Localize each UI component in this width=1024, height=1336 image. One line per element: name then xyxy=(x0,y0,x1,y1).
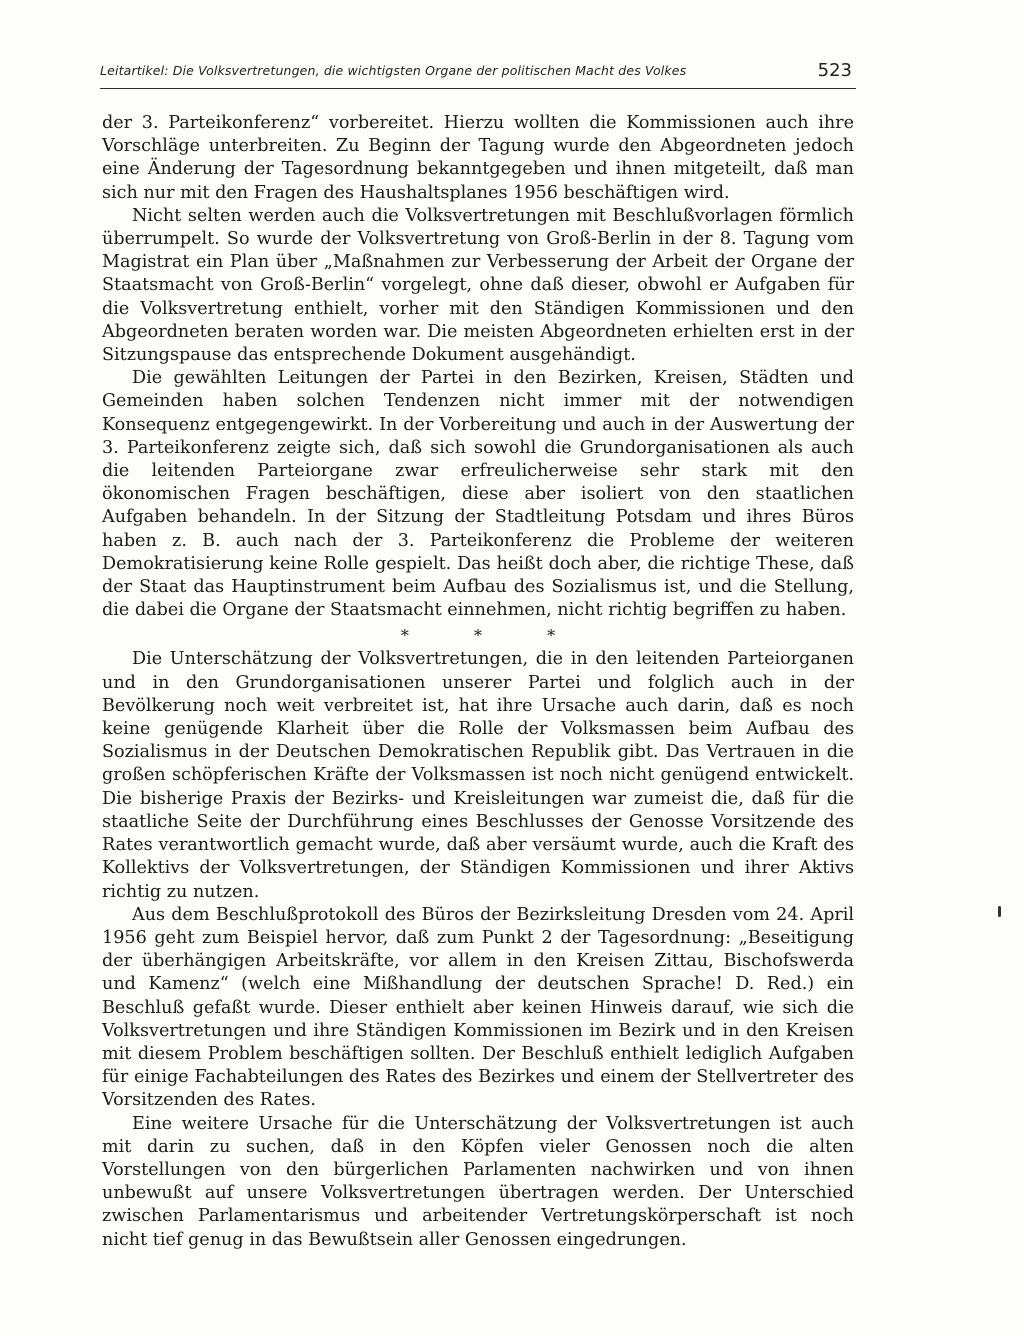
paragraph: Die gewählten Leitungen der Partei in den Bezirken, Kreisen, Städten und Gemeinden haben solchen Tendenzen nicht immer mit der notwendigen Konsequenz entgegengewirkt. In der Vorbereitung und auch in der Auswertung der 3. Parteikonferenz zeigte sich, daß sich sowohl die Grundorganisationen als auch die leitenden Parteiorgane zwar erfreulicherweise sehr stark mit den ökonomischen Fragen beschäftigen, diese aber isoliert von den staatlichen Aufgaben behandeln. In der Sitzung der Stadtleitung Potsdam und ihres Büros haben z. B. auch nach der 3. Parteikonferenz die Probleme der weiteren Demokratisierung keine Rolle gespielt. Das heißt doch aber, die richtige These, daß der Staat das Hauptinstrument beim Aufbau des Sozialismus ist, und die Stellung, die dabei die Organe der Staatsmacht einnehmen, nicht richtig begriffen zu haben. xyxy=(102,368,854,621)
article-body xyxy=(102,112,854,1252)
running-header xyxy=(100,58,856,89)
scan-speck xyxy=(998,906,1001,917)
paragraph: Aus dem Beschlußprotokoll des Büros der Bezirksleitung Dresden vom 24. April 1956 geht zum Beispiel hervor, daß zum Punkt 2 der Tagesordnung: „Beseitigung der überhängigen Arbeitskräfte, vor allem in den Kreisen Zittau, Bischofswerda und Kamenz“ (welch eine Mißhandlung der deutschen Sprache! D. Red.) ein Beschluß gefaßt wurde. Dieser enthielt aber keinen Hinweis darauf, wie sich die Volksvertretungen und ihre Ständigen Kommissionen im Bezirk und in den Kreisen mit diesem Problem beschäftigen sollten. Der Beschluß enthielt lediglich Aufgaben für einige Fachabteilungen des Rates des Bezirkes und einem der Stellvertreter des Vorsitzenden des Rates. xyxy=(102,904,854,1111)
paragraph: Die Unterschätzung der Volksvertretungen, die in den leitenden Parteiorganen und in den Grundorganisationen unserer Partei und folglich auch in der Bevölkerung noch weit verbreitet ist, hat ihre Ursache auch darin, daß es noch keine genügende Klarheit über die Rolle der Volksmassen beim Aufbau des Sozialismus in der Deutschen Demokratischen Republik gibt. Das Vertrauen in die großen schöpferischen Kräfte der Volksmassen ist noch nicht genügend entwickelt. Die bisherige Praxis der Bezirks- und Kreisleitungen war zumeist die, daß für die staatliche Seite der Durchführung eines Beschlusses der Genosse Vorsitzende des Rates verantwortlich gemacht wurde, daß aber versäumt wurde, auch die Kraft des Kollektivs der Volksvertretungen, der Ständigen Kommissionen und ihrer Aktivs richtig zu nutzen. xyxy=(102,649,854,902)
paragraph-continued: der 3. Parteikonferenz“ vorbereitet. Hierzu wollten die Kommissionen auch ihre Vorschläge unterbreiten. Zu Beginn der Tagung wurde den Abgeordneten jedoch eine Änderung der Tagesordnung bekanntgegeben und ihnen mitgeteilt, daß man sich nur mit den Fragen des Haushaltsplanes 1956 beschäftigen wird. xyxy=(102,113,854,203)
running-title: Leitartikel: Die Volksvertretungen, die wichtigsten Organe der politischen Macht des Volkes xyxy=(100,63,687,78)
paragraph: Nicht selten werden auch die Volksvertretungen mit Beschlußvorlagen förmlich überrumpelt. So wurde der Volksvertretung von Groß-Berlin in der 8. Tagung vom Magistrat ein Plan über „Maßnahmen zur Verbesserung der Arbeit der Organe der Staatsmacht von Groß-Berlin“ vorgelegt, ohne daß dieser, obwohl er Aufgaben für die Volksvertretung enthielt, vorher mit den Ständigen Kommissionen und den Abgeordneten beraten worden war. Die meisten Abgeordneten erhielten erst in der Sitzungspause das entsprechende Dokument ausgehändigt. xyxy=(102,205,854,366)
paragraph: Eine weitere Ursache für die Unterschätzung der Volksvertretungen ist auch mit darin zu suchen, daß in den Köpfen vieler Genossen noch die alten Vorstellungen von den bürgerlichen Parlamenten nachwirken und von ihnen unbewußt auf unsere Volksvertretungen übertragen werden. Der Unterschied zwischen Parlamentarismus und arbeitender Vertretungskörperschaft ist noch nicht tief genug in das Bewußtsein aller Genossen eingedrungen. xyxy=(102,1113,854,1250)
section-separator: * * * xyxy=(400,626,586,646)
page-number: 523 xyxy=(817,60,852,81)
